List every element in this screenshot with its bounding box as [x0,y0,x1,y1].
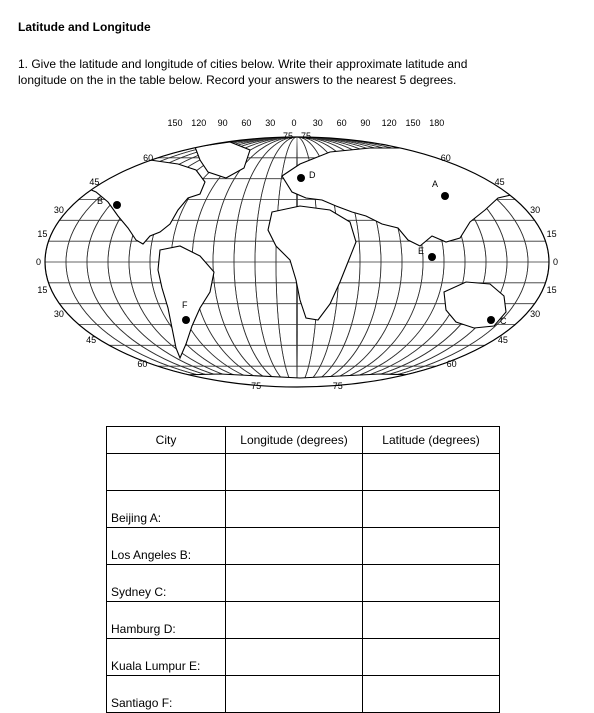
latitude-answer-cell[interactable] [363,602,500,639]
marker-dot-b [113,201,121,209]
latitude-label: 45 [494,177,505,187]
header-longitude: Longitude (degrees) [226,427,363,454]
longitude-answer-cell[interactable] [226,491,363,528]
table-row-blank [107,454,500,491]
city-cell: Kuala Lumpur E: [107,639,226,676]
longitude-answer-cell[interactable] [226,602,363,639]
city-cell: Sydney C: [107,565,226,602]
question-line-1: 1. Give the latitude and longitude of cities below. Write their approximate latitude and [18,57,468,71]
greenland-shape [195,142,250,178]
longitude-answer-cell[interactable] [226,528,363,565]
table-row [107,676,500,713]
africa-shape [268,206,356,320]
longitude-label: 60 [241,118,252,128]
city-cell: Los Angeles B: [107,528,226,565]
longitude-label: 30 [312,118,323,128]
latitude-label: 45 [89,177,100,187]
latitude-label: 75 [332,381,343,391]
header-city: City [107,427,226,454]
longitude-label: 0 [291,118,297,128]
world-map [0,112,594,412]
north-america-shape [68,160,205,244]
latitude-label: 15 [37,285,48,295]
blank-cell [107,454,226,491]
page-title: Latitude and Longitude [18,20,151,34]
latitude-label: 60 [143,153,154,163]
latitude-label: 60 [446,359,457,369]
longitude-label: 150 [167,118,183,128]
longitude-label: 180 [429,118,445,128]
marker-dot-e [428,253,436,261]
latitude-label: 60 [137,359,148,369]
continents [60,142,540,412]
latitude-answer-cell[interactable] [363,639,500,676]
longitude-label: 90 [360,118,371,128]
latitude-label: 45 [86,335,97,345]
latitude-label: 15 [546,229,557,239]
longitude-label: 120 [381,118,397,128]
latitude-label: 75 [301,131,312,141]
table-row [107,491,500,528]
latitude-answer-cell[interactable] [363,491,500,528]
antarctica-shape [60,368,540,412]
latitude-label: 75 [251,381,262,391]
latitude-label: 30 [53,309,64,319]
longitude-label: 90 [217,118,228,128]
longitude-answer-cell[interactable] [226,639,363,676]
latitude-label: 60 [440,153,451,163]
latitude-label: 15 [37,229,48,239]
marker-dot-f [182,316,190,324]
marker-label-e: E [418,246,425,256]
longitude-label: 60 [336,118,347,128]
longitude-label: 150 [405,118,421,128]
latitude-label: 30 [530,309,541,319]
marker-label-c: C [500,316,507,326]
city-cell: Hamburg D: [107,602,226,639]
marker-label-d: D [309,170,316,180]
marker-dot-c [487,316,495,324]
question-line-2: longitude on the in the table below. Record your answers to the nearest 5 degrees. [18,73,457,87]
city-cell: Santiago F: [107,676,226,713]
marker-label-b: B [97,196,104,206]
table-row [107,565,500,602]
latitude-answer-cell[interactable] [363,528,500,565]
table-row [107,602,500,639]
table-row [107,528,500,565]
longitude-answer-cell[interactable] [226,676,363,713]
latitude-label: 0 [553,257,559,267]
latitude-answer-cell[interactable] [363,565,500,602]
marker-dot-d [297,174,305,182]
marker-label-a: A [432,179,439,189]
latitude-label: 30 [53,205,64,215]
question-text [18,56,578,88]
latitude-answer-cell[interactable] [363,676,500,713]
latitude-label: 0 [35,257,41,267]
australia-shape [444,282,506,328]
longitude-label: 30 [265,118,276,128]
marker-dot-a [441,192,449,200]
blank-cell[interactable] [363,454,500,491]
blank-cell[interactable] [226,454,363,491]
latitude-label: 15 [546,285,557,295]
longitude-answer-cell[interactable] [226,565,363,602]
header-latitude: Latitude (degrees) [363,427,500,454]
table-row [107,639,500,676]
table-header-row [107,427,500,454]
latitude-label: 75 [282,131,293,141]
latitude-label: 30 [530,205,541,215]
longitude-label: 120 [191,118,207,128]
city-table [106,426,500,713]
longitude-labels [167,118,444,128]
latitude-label: 45 [497,335,508,345]
marker-label-f: F [182,300,188,310]
city-cell: Beijing A: [107,491,226,528]
